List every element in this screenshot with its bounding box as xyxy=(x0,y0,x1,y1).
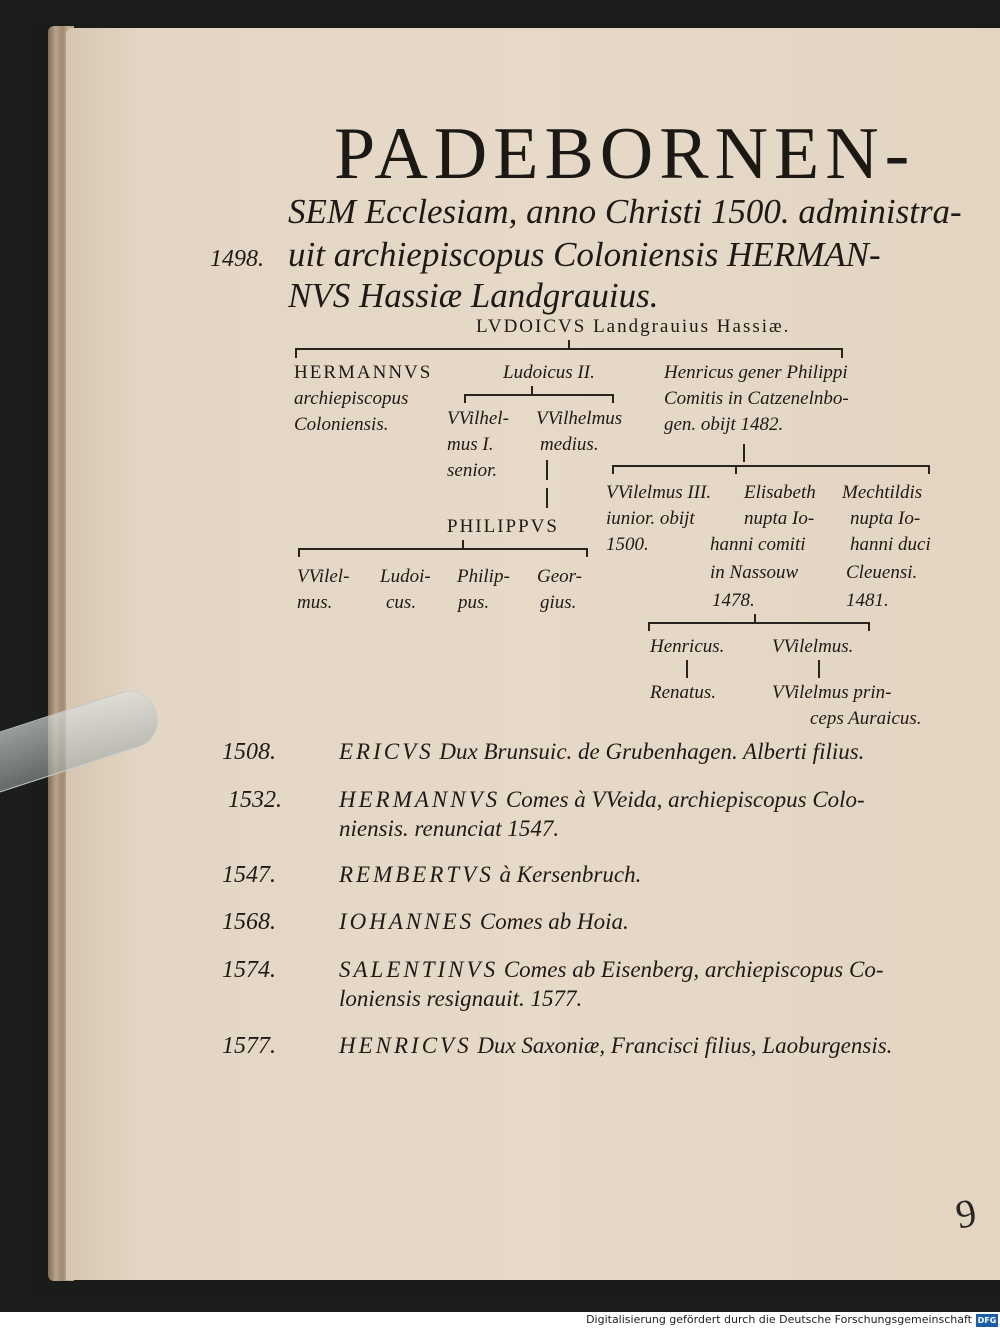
bracket-tick xyxy=(928,465,930,474)
bracket-tick xyxy=(531,386,533,395)
bracket-tick xyxy=(462,540,464,549)
entry-line xyxy=(339,739,864,765)
tree-vvilhelmus-senior-line: mus I. xyxy=(447,434,494,455)
tree-elisabeth-line: 1478. xyxy=(712,590,755,611)
tree-mechtildis-line: nupta Io- xyxy=(850,508,921,529)
tree-son-2: Ludoi- xyxy=(380,566,431,587)
entry-year: 1547. xyxy=(222,862,276,888)
bracket-ludoicus xyxy=(464,394,614,396)
entry-line xyxy=(339,909,629,935)
tree-vvilelmus3-line: iunior. obijt xyxy=(606,508,695,529)
entry-continuation: niensis. renunciat 1547. xyxy=(339,816,560,841)
tree-ludoicus2: Ludoicus II. xyxy=(503,362,595,383)
bracket-elisabeth xyxy=(648,622,870,624)
tree-vvilhelmus-senior: VVilhel- xyxy=(447,408,509,429)
margin-year: 1498. xyxy=(210,246,264,272)
entry-line xyxy=(339,787,865,813)
bracket-tick xyxy=(586,548,588,557)
bracket-philippus xyxy=(298,548,588,550)
bracket-henricus xyxy=(612,465,930,467)
bracket-tick xyxy=(298,548,300,557)
entry-text: Comes à VVeida, archiepiscopus Colo- xyxy=(500,787,865,812)
bracket-tick xyxy=(568,340,570,350)
intro-line-1: SEM Ecclesiam, anno Christi 1500. administra- xyxy=(288,192,962,231)
tree-vvilelmus-son: VVilelmus. xyxy=(772,636,854,657)
entry-year: 1508. xyxy=(222,739,276,765)
entry-name: HENRICVS xyxy=(339,1033,472,1058)
tree-elisabeth-line: in Nassouw xyxy=(710,562,799,583)
entry-text: Dux Saxoniæ, Francisci filius, Laoburgensis. xyxy=(471,1033,893,1058)
descent-line xyxy=(743,444,745,462)
intro-line-2: uit archiepiscopus Coloniensis HERMAN- xyxy=(288,235,881,274)
tree-son-4-line: gius. xyxy=(540,592,577,613)
tree-son-1: VVilel- xyxy=(297,566,350,587)
tree-henricus-son: Henricus. xyxy=(650,636,725,657)
tree-son-4: Geor- xyxy=(537,566,582,587)
entry-continuation: loniensis resignauit. 1577. xyxy=(339,986,583,1011)
tree-vvilhelmus-medius: VVilhelmus xyxy=(536,408,623,429)
tree-mechtildis-line: hanni duci xyxy=(850,534,931,555)
bracket-tick xyxy=(464,394,466,403)
entry-name: REMBERTVS xyxy=(339,862,494,887)
tree-son-2-line: cus. xyxy=(386,592,417,613)
entry-line xyxy=(339,862,641,888)
page-mark: 9 xyxy=(952,1189,980,1238)
tree-mechtildis-line: Cleuensi. xyxy=(846,562,918,583)
page-heading: PADEBORNEN- xyxy=(334,113,916,195)
entry-name: HERMANNVS xyxy=(339,787,501,812)
entry-name: IOHANNES xyxy=(339,909,475,934)
entry-text: Comes ab Eisenberg, archiepiscopus Co- xyxy=(498,957,884,982)
tree-henricus: Henricus gener Philippi xyxy=(664,362,848,383)
entry-text: Dux Brunsuic. de Grubenhagen. Alberti filius. xyxy=(433,739,865,764)
entry-year: 1574. xyxy=(222,957,276,983)
entry-year: 1532. xyxy=(228,787,282,813)
descent-line xyxy=(546,488,548,508)
tree-hermannus: HERMANNVS xyxy=(294,362,433,383)
tree-root: LVDOICVS Landgrauius Hassiæ. xyxy=(476,316,791,337)
dfg-logo-icon: DFG xyxy=(977,1316,997,1325)
footer-bar xyxy=(0,1312,1000,1330)
bracket-tick xyxy=(612,394,614,403)
descent-line xyxy=(818,660,820,678)
bracket-tick xyxy=(735,465,737,474)
entry-line xyxy=(339,957,884,983)
tree-henricus-line: Comitis in Catzenelnbo- xyxy=(664,388,849,409)
tree-elisabeth-line: hanni comiti xyxy=(710,534,806,555)
tree-henricus-line: gen. obijt 1482. xyxy=(664,414,784,435)
tree-vvilelmus-princeps-line: ceps Auraicus. xyxy=(810,708,922,729)
tree-philippus: PHILIPPVS xyxy=(447,516,559,537)
bracket-tick xyxy=(612,465,614,474)
bracket-tick xyxy=(841,348,843,358)
descent-line xyxy=(686,660,688,678)
tree-hermannus-line: Coloniensis. xyxy=(294,414,389,435)
entry-year: 1568. xyxy=(222,909,276,935)
entry-name: ERICVS xyxy=(339,739,434,764)
entry-name: SALENTINVS xyxy=(339,957,499,982)
tree-hermannus-line: archiepiscopus xyxy=(294,388,409,409)
tree-vvilelmus-princeps: VVilelmus prin- xyxy=(772,682,892,703)
entry-text: à Kersenbruch. xyxy=(493,862,642,887)
bracket-tick xyxy=(754,614,756,623)
tree-vvilelmus3-line: 1500. xyxy=(606,534,649,555)
tree-son-1-line: mus. xyxy=(297,592,333,613)
tree-elisabeth: Elisabeth xyxy=(744,482,816,503)
entry-line xyxy=(339,1033,892,1059)
descent-line xyxy=(546,460,548,480)
bracket-tick xyxy=(648,622,650,631)
bracket-tick xyxy=(868,622,870,631)
tree-vvilelmus3: VVilelmus III. xyxy=(606,482,712,503)
entry-year: 1577. xyxy=(222,1033,276,1059)
tree-son-3-line: pus. xyxy=(458,592,490,613)
footer-credit: Digitalisierung gefördert durch die Deutsche Forschungsgemeinschaft xyxy=(586,1313,972,1326)
bracket-tick xyxy=(295,348,297,358)
tree-renatus: Renatus. xyxy=(650,682,716,703)
tree-mechtildis: Mechtildis xyxy=(842,482,923,503)
tree-mechtildis-line: 1481. xyxy=(846,590,889,611)
tree-elisabeth-line: nupta Io- xyxy=(744,508,815,529)
tree-vvilhelmus-medius-line: medius. xyxy=(540,434,599,455)
tree-vvilhelmus-senior-line: senior. xyxy=(447,460,498,481)
entry-text: Comes ab Hoia. xyxy=(474,909,629,934)
tree-son-3: Philip- xyxy=(457,566,510,587)
intro-line-3: NVS Hassiæ Landgrauius. xyxy=(288,276,659,315)
